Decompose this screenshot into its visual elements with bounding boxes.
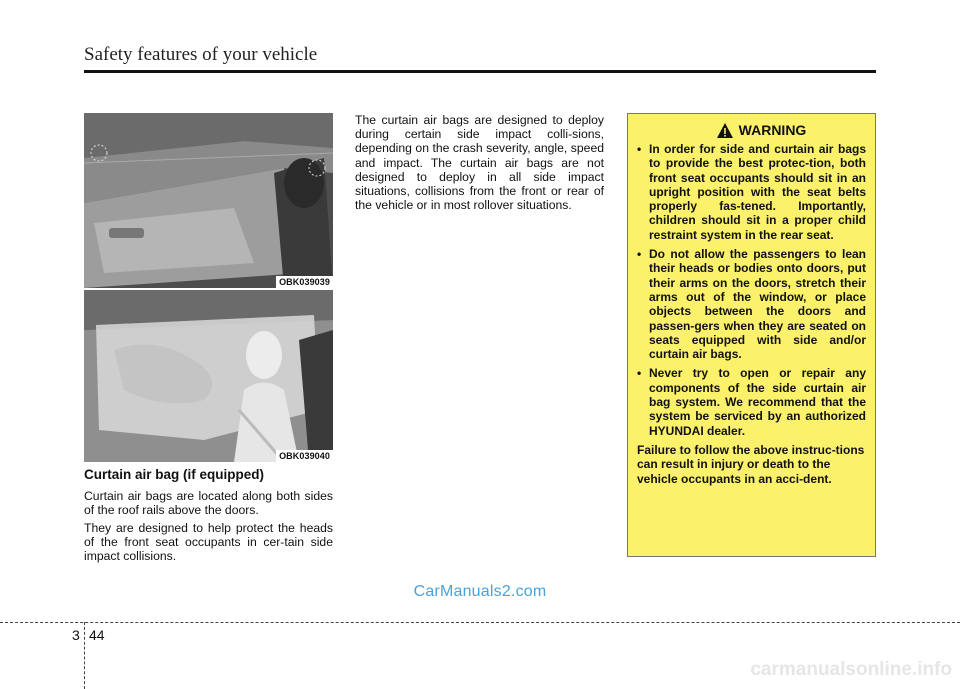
- figure-code: OBK039039: [276, 276, 333, 288]
- section-heading: Curtain air bag (if equipped): [84, 467, 265, 482]
- warning-item-text: In order for side and curtain air bags to provide the best protec-tion, both front seat occupants should sit in an upright position with the seat belts properly fas-tened. Importantly, children should sit in a proper child restraint system in the rear seat.: [649, 142, 866, 242]
- header-title: Safety features of your vehicle: [84, 44, 318, 65]
- warning-conclusion: Failure to follow the above instruc-tions can result in injury or death to the vehicle occupants in an acci-dent.: [637, 442, 865, 486]
- warning-item: [637, 366, 866, 437]
- warning-item: [637, 142, 866, 242]
- warning-item-text: Never try to open or repair any components of the side curtain air bag system. We recommend that the system be serviced by an authorized HYUNDAI dealer.: [649, 366, 866, 438]
- warning-title: WARNING: [738, 122, 807, 138]
- chapter-number: 3: [72, 627, 80, 643]
- page-number: 44: [89, 627, 105, 643]
- footer-divider: [84, 622, 85, 689]
- section-paragraph: Curtain air bags are located along both sides of the roof rails above the doors.: [84, 489, 333, 518]
- car-interior-illustration: [84, 113, 333, 288]
- bullet: •: [637, 366, 642, 381]
- warning-heading: [657, 122, 866, 138]
- bullet: •: [637, 247, 642, 262]
- header-rule: [84, 70, 876, 73]
- warning-item: [637, 247, 866, 361]
- warning-box: [627, 113, 876, 557]
- warning-list: [637, 142, 866, 438]
- footer-rule: [0, 622, 960, 623]
- corner-watermark: carmanualsonline.info: [750, 659, 952, 680]
- column2-paragraph: The curtain air bags are designed to deploy during certain side impact colli-sions, depending on the crash severity, angle, speed and impact. The curtain air bags are not designed to deploy in all side impact situations, collisions from the front or rear of the vehicle or in most rollover situations.: [355, 113, 604, 213]
- warning-triangle-icon: [717, 123, 733, 138]
- site-watermark[interactable]: CarManuals2.com: [413, 583, 547, 600]
- section-paragraph: They are designed to help protect the heads of the front seat occupants in cer-tain side impact collisions.: [84, 521, 333, 564]
- warning-item-text: Do not allow the passengers to lean their heads or bodies onto doors, put their arms on the doors, stretch their arms out of the window, or place objects between the doors and passen-gers when they are seated on seats equipped with side and/or curtain air bags.: [649, 247, 866, 362]
- figure-code: OBK039040: [276, 450, 333, 462]
- curtain-airbag-deployed-photo: [84, 290, 333, 462]
- curtain-airbag-stowed-photo: [84, 113, 333, 288]
- bullet: •: [637, 142, 642, 156]
- deployed-airbag-illustration: [84, 290, 333, 462]
